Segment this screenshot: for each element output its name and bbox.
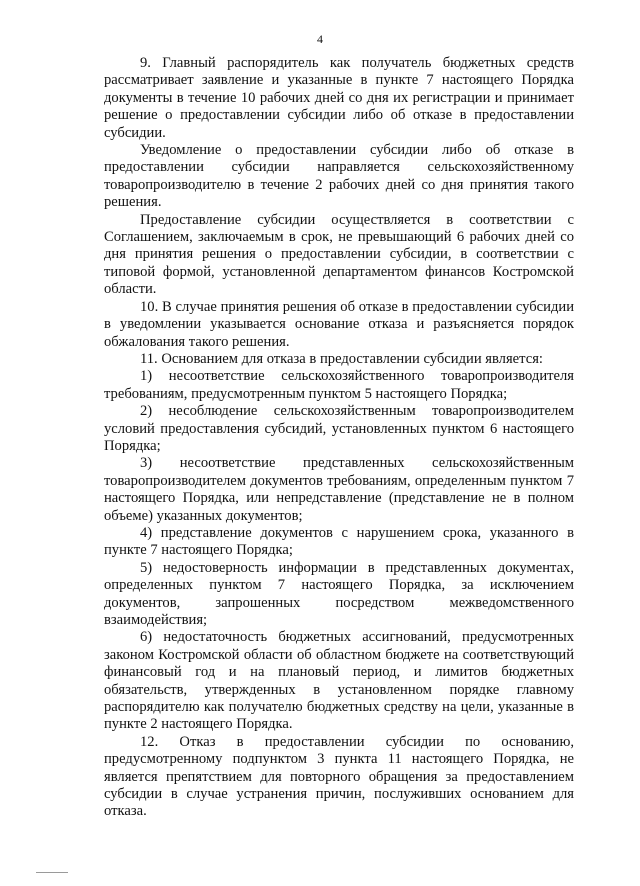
list-item-2: 2) несоблюдение сельскохозяйственным товаропроизводителем условий предоставления субсидий, установленных пунктом 6 настоящего Порядка; bbox=[104, 403, 574, 454]
paragraph-9: 9. Главный распорядитель как получатель бюджетных средств рассматривает заявление и указанные в пункте 7 настоящего Порядка документы в течение 10 рабочих дней со дня их регистрации и принимает решение о предоставлении субсидии либо об отказе в предоставлении субсидии. bbox=[104, 55, 574, 141]
page-number: 4 bbox=[317, 32, 323, 46]
paragraph-10: 10. В случае принятия решения об отказе в предоставлении субсидии в уведомлении указывается основание отказа и разъясняется порядок обжалования такого решения. bbox=[104, 298, 574, 350]
paragraph-12: 12. Отказ в предоставлении субсидии по основанию, предусмотренному подпунктом 3 пункта 11 настоящего Порядка, не является препятствием для повторного обращения за предоставлением субсидии в случае устранения причин, послуживших основанием для отказа. bbox=[104, 733, 574, 820]
list-item-1: 1) несоответствие сельскохозяйственного товаропроизводителя требованиям, предусмотренным пунктом 5 настоящего Порядка; bbox=[104, 368, 574, 402]
document-body bbox=[104, 55, 574, 821]
list-item-5: 5) недостоверность информации в представленных документах, определенных пунктом 7 настоящего Порядка, за исключением документов, запрошенных посредством межведомственного взаимодействия; bbox=[104, 559, 574, 628]
scan-artifact-line bbox=[36, 872, 68, 873]
paragraph-notification: Уведомление о предоставлении субсидии либо об отказе в предоставлении субсидии направляется сельскохозяйственному товаропроизводителю в течение 2 рабочих дней со дня принятия такого решения. bbox=[104, 142, 574, 211]
list-item-3: 3) несоответствие представленных сельскохозяйственным товаропроизводителем документов требованиям, определенным пунктом 7 настоящего Порядка, или непредставление (представление не в полном объеме) указанных документов; bbox=[104, 455, 574, 524]
list-item-6: 6) недостаточность бюджетных ассигнований, предусмотренных законом Костромской области об областном бюджете на соответствующий финансовый год и на плановый период, и лимитов бюджетных обязательств, утвержденных в установленном порядке главному распорядителю как получателю бюджетных средству на цели, указанные в пункте 2 настоящего Порядка. bbox=[104, 629, 574, 733]
list-item-4: 4) представление документов с нарушением срока, указанного в пункте 7 настоящего Порядка; bbox=[104, 524, 574, 559]
paragraph-11: 11. Основанием для отказа в предоставлении субсидии является: bbox=[140, 350, 543, 367]
paragraph-agreement: Предоставление субсидии осуществляется в соответствии с Соглашением, заключаемым в срок, не превышающий 6 рабочих дней со дня принятия решения о предоставлении субсидии, в соответствии с типовой формой, установленной департаментом финансов Костромской области. bbox=[104, 211, 574, 298]
